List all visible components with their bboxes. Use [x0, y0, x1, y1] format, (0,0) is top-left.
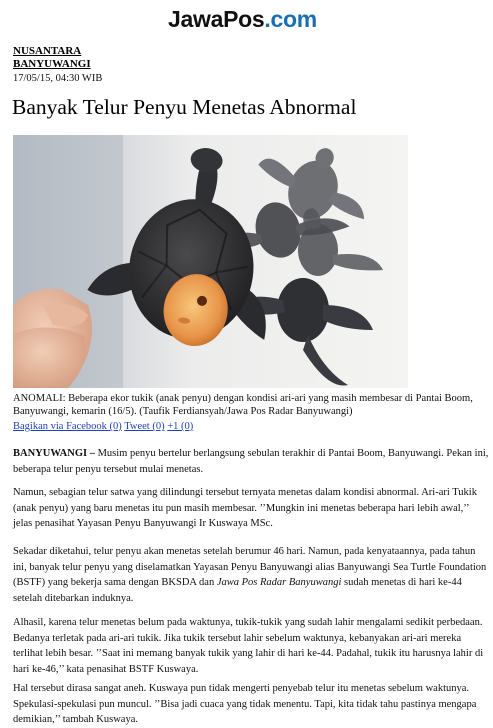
dateline: BANYUWANGI – [13, 448, 95, 459]
site-logo-tld: .com [264, 6, 317, 32]
breadcrumb-section[interactable]: NUSANTARA [13, 45, 82, 57]
article-paragraph: Namun, sebagian telur satwa yang dilindungi tersebut ternyata menetas dalam kondisi abnormal. Ari-ari Tukik (anak penyu) yang baru menetas itu pun masih membesar. ’’Mungkin ini menetas beberapa hari lebih awal,’’ jelas penasihat Yayasan Penyu Banyuwangi Ir Kuswaya MSc. [13, 487, 477, 529]
article-paragraph: Sekadar diketahui, telur penyu akan menetas setelah berumur 46 hari. Namun, pada kenyataannya, pada tahun ini, banyak telur penyu yang diselamatkan Yayasan Penyu Banyuwangi alias Banyuwangi Sea Turtle Foundation (BSTF) yang bekerja sama dengan BKSDA dan Jawa Pos Radar Banyuwangi sudah menetas di hari ke-44 setelah ditebarkan induknya. [13, 546, 487, 604]
photo-caption: ANOMALI: Beberapa ekor tukik (anak penyu) dengan kondisi ari-ari yang masih membesar di Pantai Boom, Banyuwangi, kemarin (16/5). (Taufik Ferdiansyah/Jawa Pos Radar Banyuwangi) [13, 393, 473, 417]
article-paragraph: Alhasil, karena telur menetas belum pada waktunya, tukik-tukik yang sudah lahir mengalami sedikit perbedaan. Bedanya terletak pada ari-ari tukik. Jika tukik tersebut lahir sebelum waktunya, kebanyakan ari-ari mereka terlihat lebih besar. ’’Saat ini memang banyak tukik yang lahir di hari ke-44. Padahal, tukik itu harusnya lahir di hari ke-46,’’ kata penasihat BSTF Kuswaya. [13, 617, 484, 675]
article-datetime: 17/05/15, 04:30 WIB [13, 73, 103, 84]
article-paragraph: Hal tersebut dirasa sangat aneh. Kuswaya pun tidak mengerti penyebab telur itu menetas sebelum waktunya. Spekulasi-spekulasi pun muncul. ’’Bisa jadi cuaca yang tidak menentu. Tapi, kita tidak tahu pastinya mengapa demikian,’’ tambah Kuswaya. [13, 683, 477, 725]
share-tweet-link[interactable]: Tweet (0) [124, 421, 165, 432]
breadcrumb-subsection[interactable]: BANYUWANGI [13, 58, 91, 70]
publication-name: Jawa Pos Radar Banyuwangi [216, 577, 342, 588]
article-photo [13, 135, 408, 388]
share-links [13, 420, 193, 433]
share-plusone-link[interactable]: +1 (0) [167, 421, 194, 432]
site-logo[interactable] [168, 6, 317, 33]
article-paragraph: BANYUWANGI – Musim penyu bertelur berlangsung sebulan terakhir di Pantai Boom, Banyuwangi. Pekan ini, beberapa telur penyu tersebut mulai menetas. [13, 448, 489, 475]
article-title: Banyak Telur Penyu Menetas Abnormal [12, 95, 357, 119]
share-facebook-link[interactable]: Bagikan via Facebook (0) [13, 421, 122, 432]
site-logo-name: JawaPos [168, 6, 265, 32]
